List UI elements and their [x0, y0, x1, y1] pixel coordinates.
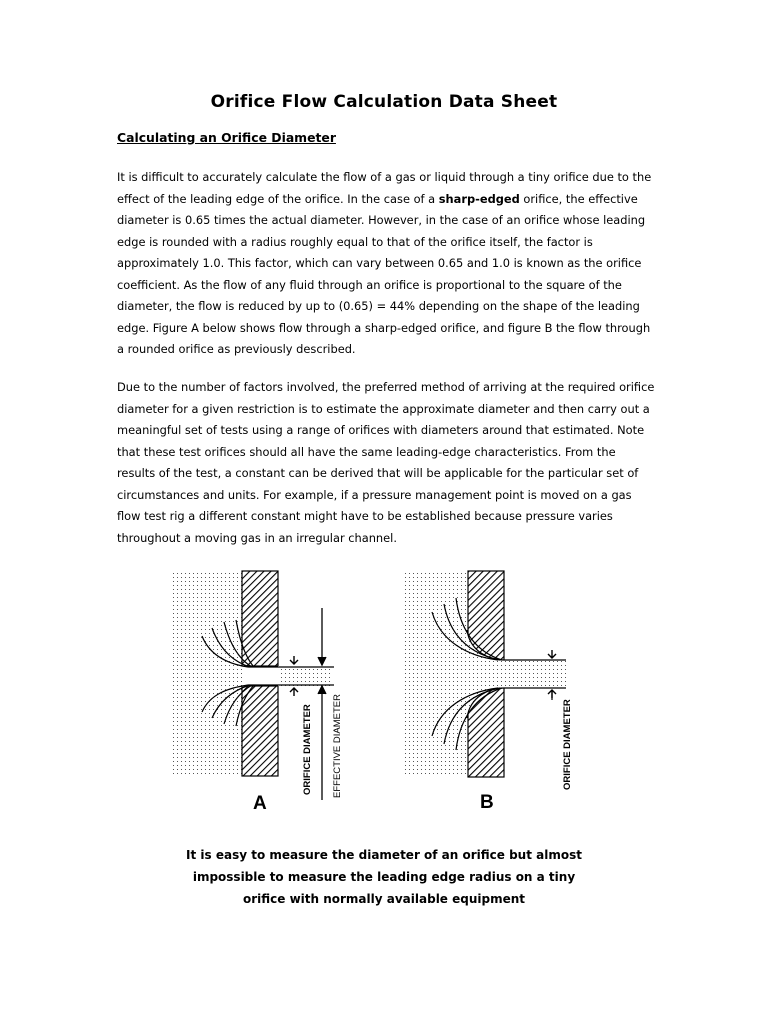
caption-line-3: orifice with normally available equipment [242, 892, 526, 906]
paragraph-1-text-b: orifice, the effective diameter is 0.65 times the actual diameter. However, in the case of an orifice whose leading edge is rounded with a radius roughly equal to that of the orifice itself, the factor is approximately 1.0. This factor, which can vary between 0.65 and 1.0 is known as the orifice coefficient. As the flow of any fluid through an orifice is proportional to the square of the diameter, the flow is reduced by up to (0.65) = 44% depending on the shape of the leading edge. Figure A below shows flow through a sharp-edged orifice, and figure B the flow through a rounded orifice as previously described. [117, 191, 651, 356]
section-heading: Calculating an Orifice Diameter [117, 130, 336, 145]
figure-label-a: A [253, 793, 267, 814]
paragraph-1-bold-term: sharp-edged [438, 191, 520, 206]
figure-a [172, 571, 343, 814]
plate-upper-a [242, 571, 278, 666]
fluid-region-b [402, 571, 468, 777]
caption-line-1: It is easy to measure the diameter of an orifice but almost [186, 848, 582, 862]
page-title: Orifice Flow Calculation Data Sheet [210, 92, 558, 112]
caption-line-2: impossible to measure the leading edge radius on a tiny [192, 870, 576, 884]
jet-b [504, 660, 566, 688]
figure-label-b: B [480, 792, 494, 813]
fluid-region-a [172, 572, 242, 776]
orifice-diameter-label-b: ORIFICE DIAMETER [562, 699, 573, 790]
jet-a [278, 666, 332, 686]
effective-diameter-label: EFFECTIVE DIAMETER [332, 694, 343, 798]
figure-b [402, 571, 573, 813]
paragraph-2: Due to the number of factors involved, the preferred method of arriving at the required orifice diameter for a given restriction is to estimate the approximate diameter and then carry out a meaningful set of tests using a range of orifices with diameters around that estimated. Note that these test orifices should all have the same leading-edge characteristics. From the results of the test, a constant can be derived that will be applicable for the particular set of circumstances and units. For example, if a pressure management point is moved on a gas flow test rig a different constant might have to be established because pressure varies throughout a moving gas in an irregular channel. [117, 380, 655, 545]
plate-lower-a [242, 686, 278, 776]
orifice-diameter-label-a: ORIFICE DIAMETER [302, 704, 313, 795]
figure-caption [150, 844, 618, 910]
paragraph-1-text-a: It is difficult to accurately calculate the flow of a gas or liquid through a tiny orifice due to the effect of the leading edge of the orifice. In the case of a [117, 170, 652, 206]
